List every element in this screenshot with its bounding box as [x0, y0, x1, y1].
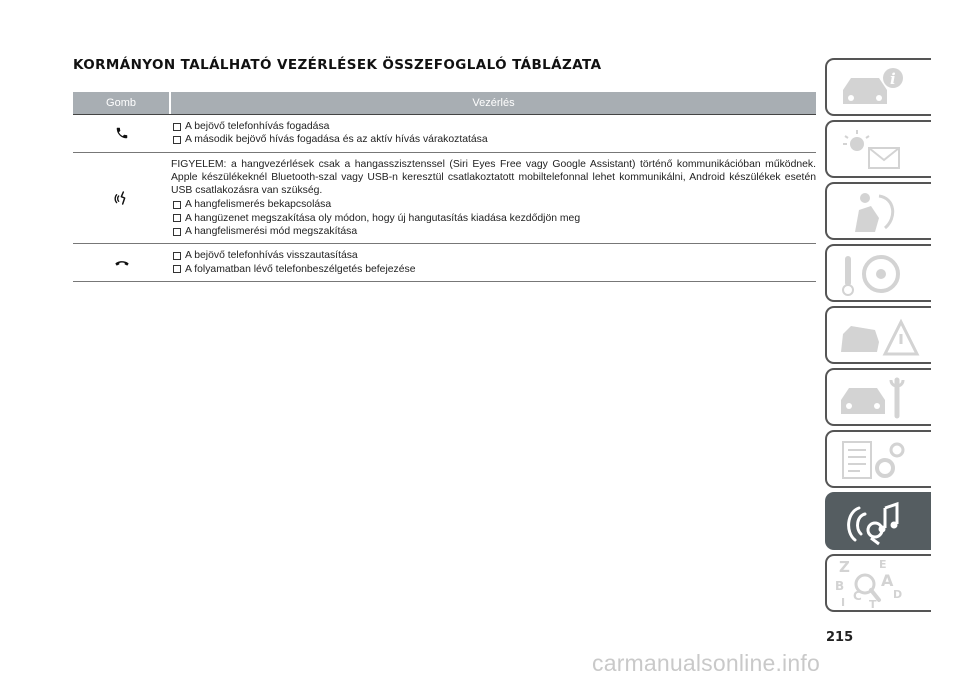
tab-safety[interactable]: [825, 182, 931, 240]
svg-text:B: B: [835, 579, 845, 593]
multimedia-icon: [835, 498, 925, 546]
controls-table: [73, 92, 816, 282]
control-cell: [171, 115, 816, 152]
key-steering-wheel-icon: [835, 250, 925, 298]
checkbox-icon: [173, 228, 181, 236]
watermark: carmanualsonline.info: [592, 650, 820, 676]
table-row: [73, 114, 816, 153]
svg-text:T: T: [869, 598, 877, 608]
tab-maintenance[interactable]: [825, 368, 931, 426]
car-info-icon: [835, 64, 925, 112]
list-item: A hangfelismerési mód megszakítása: [171, 225, 816, 238]
svg-text:D: D: [893, 588, 903, 601]
control-cell: [171, 244, 816, 281]
svg-text:I: I: [841, 596, 846, 608]
button-cell: [73, 153, 171, 244]
voice-command-icon: [114, 190, 130, 206]
header-control: Vezérlés: [472, 97, 515, 109]
svg-text:Z: Z: [839, 560, 850, 576]
tab-index[interactable]: [825, 554, 931, 612]
svg-text:E: E: [879, 560, 887, 571]
svg-text:i: i: [890, 70, 896, 88]
control-cell: [171, 153, 816, 244]
table-header: [73, 92, 816, 114]
technical-data-icon: [835, 436, 925, 484]
emergency-car-icon: [835, 312, 925, 360]
page-title: KORMÁNYON TALÁLHATÓ VEZÉRLÉSEK ÖSSZEFOGLALÓ TÁBLÁZATA: [73, 57, 602, 73]
tab-emergency[interactable]: [825, 306, 931, 364]
phone-answer-icon: [115, 126, 129, 140]
car-maintenance-icon: [835, 374, 925, 422]
checkbox-icon: [173, 201, 181, 209]
table-row: [73, 153, 816, 245]
list-item: A bejövő telefonhívás fogadása: [171, 120, 816, 133]
checkbox-icon: [173, 265, 181, 273]
list-item: A második bejövő hívás fogadása és az aktív hívás várakoztatása: [171, 133, 816, 146]
list-item: A folyamatban lévő telefonbeszélgetés befejezése: [171, 263, 816, 276]
safety-airbag-icon: [835, 188, 925, 236]
checkbox-icon: [173, 123, 181, 131]
tab-technical-data[interactable]: [825, 430, 931, 488]
button-cell: [73, 115, 171, 152]
list-item: A hangfelismerés bekapcsolása: [171, 198, 816, 211]
index-icon: [835, 560, 925, 608]
list-item: A hangüzenet megszakítása oly módon, hogy új hangutasítás kiadása kezdődjön meg: [171, 212, 816, 225]
list-item: A bejövő telefonhívás visszautasítása: [171, 249, 816, 262]
page-number: 215: [826, 630, 854, 645]
warning-note: FIGYELEM: a hangvezérlések csak a hangasszisztenssel (Siri Eyes Free vagy Google Assistant) történő kommunikációban működnek. Apple készülékeknél Bluetooth-szal vagy USB-n keresztül csatlakoztatott mobiltelefonnal lehet kommunikálni, Android készülékek esetén USB csatlakozásra van szükség.: [171, 158, 816, 197]
svg-text:C: C: [853, 589, 862, 603]
tab-multimedia[interactable]: [825, 492, 931, 550]
table-row: [73, 244, 816, 282]
tab-warning-lights[interactable]: [825, 120, 931, 178]
tab-starting-driving[interactable]: [825, 244, 931, 302]
checkbox-icon: [173, 214, 181, 222]
svg-text:A: A: [881, 571, 894, 590]
button-cell: [73, 244, 171, 281]
warning-lights-message-icon: [835, 126, 925, 174]
header-button: Gomb: [106, 97, 136, 109]
phone-hangup-icon: [114, 258, 130, 268]
checkbox-icon: [173, 252, 181, 260]
checkbox-icon: [173, 136, 181, 144]
tab-car-info[interactable]: [825, 58, 931, 116]
